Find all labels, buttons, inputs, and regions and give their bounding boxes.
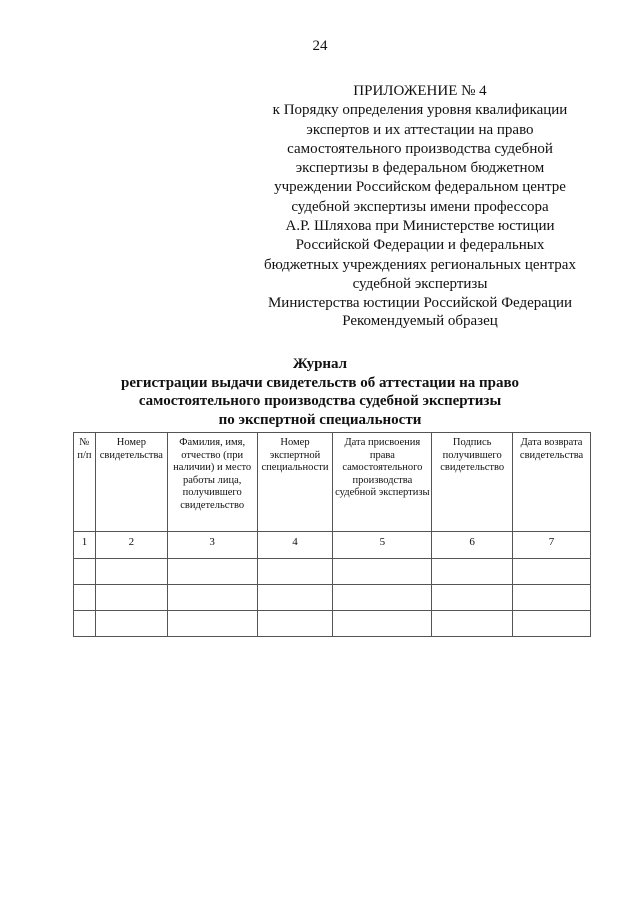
appendix-line: судебной экспертизы xyxy=(352,275,488,292)
empty-cell xyxy=(333,585,432,611)
appendix-line: Российской Федерации и федеральных xyxy=(295,237,545,254)
table-row xyxy=(74,611,591,637)
number-cell: 4 xyxy=(257,532,333,559)
empty-cell xyxy=(333,559,432,585)
appendix-line: к Порядку определения уровня квалификации xyxy=(272,102,568,119)
appendix-line: Министерства юстиции Российской Федерации xyxy=(267,295,573,312)
empty-cell xyxy=(257,611,333,637)
header-cell: Фамилия, имя, отчество (при наличии) и место работы лица, получившего свидетельство xyxy=(167,433,257,532)
header-cell: Дата возврата свидетельства xyxy=(513,433,591,532)
appendix-block xyxy=(230,82,610,314)
appendix-line: экспертов и их аттестации на право xyxy=(306,121,534,138)
empty-cell xyxy=(74,559,96,585)
recommended-sample: Рекомендуемый образец xyxy=(342,313,498,329)
table-row xyxy=(74,559,591,585)
empty-cell xyxy=(95,611,167,637)
empty-cell xyxy=(167,585,257,611)
empty-cell xyxy=(95,585,167,611)
empty-cell xyxy=(513,611,591,637)
appendix-line: А.Р. Шляхова при Министерстве юстиции xyxy=(285,218,555,235)
empty-cell xyxy=(432,585,513,611)
title-line: самостоятельного производства судебной экспертизы xyxy=(138,393,502,409)
empty-cell xyxy=(167,559,257,585)
empty-cell xyxy=(513,585,591,611)
empty-cell xyxy=(432,559,513,585)
number-cell: 7 xyxy=(513,532,591,559)
title-line: Журнал xyxy=(292,356,348,372)
empty-cell xyxy=(95,559,167,585)
empty-cell xyxy=(432,611,513,637)
number-cell: 1 xyxy=(74,532,96,559)
number-cell: 5 xyxy=(333,532,432,559)
title-line: регистрации выдачи свидетельств об аттестации на право xyxy=(121,374,519,391)
header-cell: Дата присвоения права самостоятельного производства судебной экспертизы xyxy=(333,433,432,532)
appendix-line: бюджетных учреждениях региональных центрах xyxy=(264,256,576,273)
journal-title xyxy=(60,355,580,429)
number-cell: 6 xyxy=(432,532,513,559)
page-number: 24 xyxy=(312,38,328,54)
appendix-line: судебной экспертизы имени профессора xyxy=(291,198,549,215)
number-row xyxy=(74,532,591,559)
empty-cell xyxy=(513,559,591,585)
empty-cell xyxy=(167,611,257,637)
appendix-line: экспертизы в федеральном бюджетном xyxy=(295,160,545,177)
empty-cell xyxy=(74,585,96,611)
header-cell: Номер экспертной специальности xyxy=(257,433,333,532)
empty-cell xyxy=(333,611,432,637)
empty-cell xyxy=(74,611,96,637)
title-line: по экспертной специальности xyxy=(218,411,422,428)
table-row xyxy=(74,585,591,611)
appendix-line: самостоятельного производства судебной xyxy=(287,140,553,157)
header-cell: Номер свидетельства xyxy=(95,433,167,532)
appendix-line: учреждении Российском федеральном центре xyxy=(274,179,566,196)
number-cell: 2 xyxy=(95,532,167,559)
header-cell: Подпись получившего свидетельство xyxy=(432,433,513,532)
header-cell: № п/п xyxy=(74,433,96,532)
journal-table xyxy=(73,432,591,637)
number-cell: 3 xyxy=(167,532,257,559)
empty-cell xyxy=(257,585,333,611)
header-row xyxy=(74,433,591,532)
appendix-line: ПРИЛОЖЕНИЕ № 4 xyxy=(353,83,487,99)
empty-cell xyxy=(257,559,333,585)
